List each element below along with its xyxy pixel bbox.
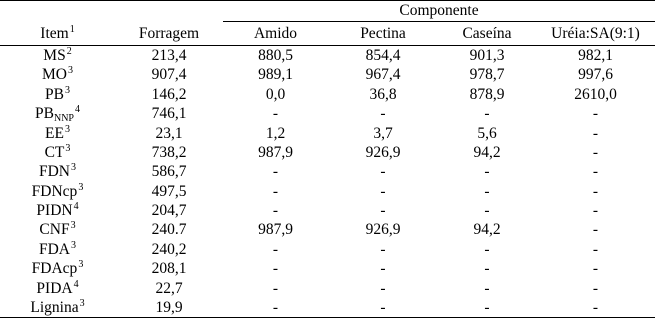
row-item-label: Lignina [30,299,79,317]
cell-forragem: 146,2 [151,85,187,103]
row-item-label: FDN [38,163,70,181]
cell-caseina: 978,7 [469,66,505,84]
column-header-item-label: Item [40,24,69,42]
cell-caseina: - [484,182,490,200]
row-item-footnote: 4 [73,278,79,290]
column-header-pectina: Pectina [328,22,438,46]
cell-ureia: - [592,221,599,239]
table-row [0,221,655,240]
table-row [0,104,655,123]
column-header-ureia: Uréia:SA(9:1) [536,22,655,46]
table-row [0,259,655,278]
column-header-item [0,22,115,46]
row-item-footnote: 3 [79,298,85,310]
cell-pectina: 854,4 [365,46,401,64]
cell-pectina: 967,4 [365,66,401,84]
cell-amido: - [272,202,279,220]
cell-forragem: 240,2 [151,240,187,258]
cell-amido: 0,0 [265,85,286,103]
cell-forragem: 586,7 [151,163,187,181]
cell-caseina: - [484,279,490,297]
row-item-cell [0,85,115,104]
row-item-cell [0,221,115,240]
table-row [0,162,655,181]
cell-ureia: - [592,124,599,142]
cell-pectina: 3,7 [373,124,393,142]
cell-ureia: - [592,143,599,161]
row-item-footnote: 3 [65,142,71,154]
row-item-cell [0,201,115,220]
cell-forragem: 19,9 [115,298,223,318]
cell-amido: - [272,163,279,181]
row-item-label: FDAcp [31,260,78,278]
cell-ureia: - [592,163,599,181]
cell-ureia: 997,6 [578,66,613,84]
cell-caseina: - [484,202,490,220]
row-item-label: MO [42,66,67,84]
row-item-label: PB [35,105,54,123]
row-item-cell [0,65,115,84]
cell-pectina: - [380,105,386,123]
row-item-footnote: 4 [73,201,79,213]
table-row [0,46,655,66]
cell-amido: - [272,105,279,123]
cell-amido: 987,9 [258,221,293,239]
cell-pectina: - [380,279,386,297]
cell-forragem: 240.7 [151,221,187,239]
table-row [0,240,655,259]
cell-ureia: 2610,0 [574,85,617,103]
cell-pectina: - [328,298,438,318]
row-item-label: PIDA [36,279,73,297]
cell-amido: 880,5 [258,46,293,64]
row-item-cell [0,104,115,123]
row-item-cell [0,143,115,162]
cell-forragem: 23,1 [155,124,183,142]
cell-amido: 989,1 [258,66,293,84]
row-item-footnote: 3 [70,220,76,232]
cell-ureia: - [592,260,599,278]
cell-ureia: - [592,279,599,297]
row-item-label: PIDN [36,202,73,220]
cell-amido: - [272,182,279,200]
row-item-subscript: NNP [53,113,74,125]
cell-forragem: 907,4 [151,66,187,84]
row-item-label: CT [44,143,65,161]
cell-caseina: - [484,260,490,278]
row-item-footnote: 3 [64,123,70,135]
row-item-cell [0,182,115,201]
cell-caseina: - [484,163,490,181]
row-item-cell [0,279,115,298]
cell-forragem: 208,1 [151,260,187,278]
table-row [0,298,655,318]
row-item-footnote: 3 [64,84,70,96]
cell-caseina: 5,6 [477,124,497,142]
cell-forragem: 497,5 [151,182,187,200]
cell-ureia: 982,1 [578,46,613,64]
cell-amido: 1,2 [265,124,286,142]
row-item-label: EE [45,124,64,142]
cell-amido: - [272,260,279,278]
row-item-cell [0,162,115,181]
row-item-cell [0,240,115,259]
cell-pectina: - [380,202,386,220]
cell-caseina: - [484,105,490,123]
column-header-caseina: Caseína [438,22,536,46]
cell-caseina: - [438,298,536,318]
row-item-label: FDNcp [31,182,78,200]
table-row [0,201,655,220]
cell-forragem: 738,2 [151,143,187,161]
cell-caseina: 878,9 [469,85,505,103]
row-item-footnote: 3 [71,162,76,174]
cell-ureia: - [592,240,599,258]
cell-ureia: - [592,105,599,123]
table-row [0,65,655,84]
header-blank-forragem [115,1,223,22]
row-item-cell [0,46,115,66]
cell-caseina: 94,2 [473,143,501,161]
row-item-cell [0,298,115,318]
group-header-componente: Componente [223,1,655,22]
cell-amido: - [272,279,279,297]
row-item-footnote: 3 [78,181,84,193]
table-row [0,124,655,143]
table-row [0,279,655,298]
column-header-item-footnote: 1 [69,23,75,35]
cell-ureia: - [536,298,655,318]
cell-amido: - [223,298,328,318]
cell-ureia: - [592,182,599,200]
cell-amido: 987,9 [258,143,293,161]
row-item-footnote: 2 [66,45,72,57]
row-item-cell [0,259,115,278]
column-header-forragem: Forragem [115,22,223,46]
row-item-label: FDA [38,240,70,258]
cell-forragem: 22,7 [155,279,183,297]
cell-caseina: 94,2 [473,221,501,239]
row-item-footnote: 4 [74,104,80,116]
table-row [0,182,655,201]
table-row [0,85,655,104]
cell-pectina: 926,9 [365,221,401,239]
cell-pectina: 36,8 [369,85,397,103]
row-item-label: PB [45,85,64,103]
row-item-footnote: 3 [71,239,76,251]
column-header-amido: Amido [223,22,328,46]
row-item-footnote: 3 [78,259,84,271]
cell-caseina: - [484,240,490,258]
row-item-label: CNF [39,221,70,239]
cell-pectina: - [380,260,386,278]
row-item-cell [0,124,115,143]
row-item-label: MS [43,46,66,64]
cell-amido: - [272,240,279,258]
cell-forragem: 213,4 [151,46,187,64]
cell-ureia: - [592,202,599,220]
cell-pectina: - [380,182,386,200]
cell-pectina: - [380,163,386,181]
cell-forragem: 204,7 [151,202,187,220]
cell-forragem: 746,1 [151,105,187,123]
cell-caseina: 901,3 [469,46,505,64]
cell-pectina: - [380,240,386,258]
table-row [0,143,655,162]
row-item-footnote: 3 [67,65,73,77]
header-blank-item [0,1,115,22]
cell-pectina: 926,9 [365,143,401,161]
